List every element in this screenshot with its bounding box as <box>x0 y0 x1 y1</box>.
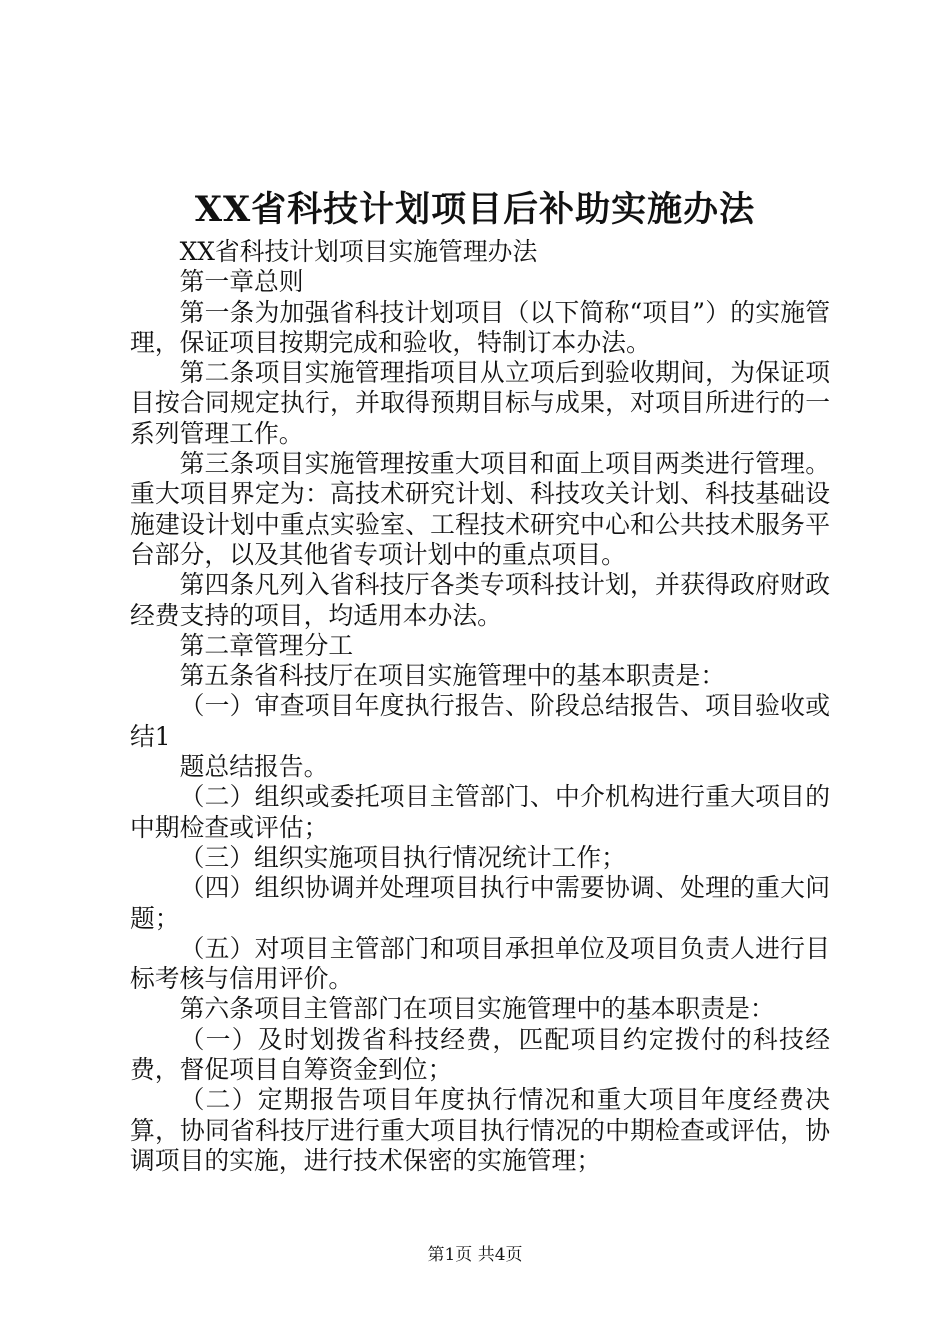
paragraph-subtitle: XX省科技计划项目实施管理办法 <box>179 237 538 266</box>
paragraph-item: （二）定期报告项目年度执行情况和重大项目年度经费决算，协同省科技厅进行重大项目执行情况的中期检查或评估，协调项目的实施，进行技术保密的实施管理； <box>130 1085 830 1175</box>
paragraph-item-cont: 题总结报告。 <box>179 752 329 782</box>
paragraph-article-3: 第三条项目实施管理按重大项目和面上项目两类进行管理。重大项目界定为：高技术研究计划、科技攻关计划、科技基础设施建设计划中重点实验室、工程技术研究中心和公共技术服务平台部分，以及其他省专项计划中的重点项目。 <box>130 449 830 569</box>
paragraph-item: （五）对项目主管部门和项目承担单位及项目负责人进行目标考核与信用评价。 <box>130 933 830 994</box>
page-footer: 第1页 共4页 <box>427 1245 523 1265</box>
paragraph-article-2: 第二条项目实施管理指项目从立项后到验收期间，为保证项目按合同规定执行，并取得预期目标与成果，对项目所进行的一系列管理工作。 <box>130 358 830 448</box>
paragraph-item: （三）组织实施项目执行情况统计工作； <box>179 842 626 872</box>
paragraph-article-6: 第六条项目主管部门在项目实施管理中的基本职责是： <box>179 994 775 1024</box>
paragraph-item: （一）审查项目年度执行报告、阶段总结报告、项目验收或结1 <box>130 691 830 751</box>
paragraph-chapter-1: 第一章总则 <box>179 267 304 297</box>
paragraph-item: （二）组织或委托项目主管部门、中介机构进行重大项目的中期检查或评估； <box>130 782 830 842</box>
paragraph-item: （一）及时划拨省科技经费，匹配项目约定拨付的科技经费，督促项目自筹资金到位； <box>130 1024 830 1085</box>
paragraph-article-5: 第五条省科技厅在项目实施管理中的基本职责是： <box>179 661 726 691</box>
paragraph-article-1: 第一条为加强省科技计划项目（以下简称“项目”）的实施管理，保证项目按期完成和验收，特制订本办法。 <box>130 297 830 357</box>
paragraph-article-4: 第四条凡列入省科技厅各类专项科技计划，并获得政府财政经费支持的项目，均适用本办法。 <box>130 570 830 630</box>
document-body <box>130 237 830 1176</box>
document-title: XX省科技计划项目后补助实施办法 <box>194 189 756 230</box>
paragraph-chapter-2: 第二章管理分工 <box>179 630 354 660</box>
paragraph-item: （四）组织协调并处理项目执行中需要协调、处理的重大问题； <box>130 873 830 933</box>
